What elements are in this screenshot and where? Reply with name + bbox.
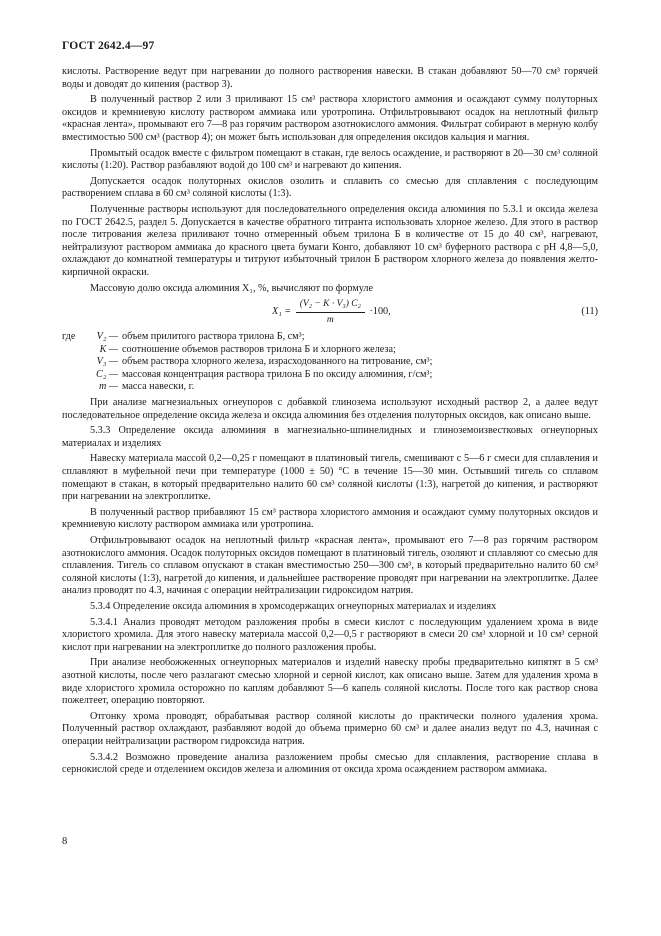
definition-text: объем прилитого раствора трилона Б, см³; [122, 331, 305, 343]
definition-symbol: C₂ — [96, 368, 118, 380]
definition-text: масса навески, г. [122, 381, 195, 393]
definition-text: массовая концентрация раствора трилона Б по оксиду алюминия, г/см³; [122, 368, 433, 380]
formula-denominator: m [326, 314, 334, 325]
formula-numerator: (V₂ − K · V₃) C₂ [296, 298, 365, 313]
variable-definitions [62, 331, 598, 394]
paragraph: кислоты. Растворение ведут при нагревании до полного растворения навески. В стакан добавляют 50—70 см³ горячей воды и доводят до кипения (раствор 3). [62, 66, 598, 90]
definition-row [62, 356, 598, 369]
paragraph: Допускается осадок полуторных окислов озолить и сплавить со смесью для сплавления с последующим растворением сплава в 60 см³ соляной кислоты (1:3). [62, 175, 598, 200]
definition-text: соотношение объемов растворов трилона Б и хлорного железа; [122, 343, 396, 355]
definition-row [62, 331, 598, 344]
formula-block [62, 298, 598, 328]
paragraph: 5.3.4.1 Анализ проводят методом разложения пробы в смеси кислот с последующим удалением хрома в виде хлористого хромила. Для этого навеску материала массой 0,2—0,5 г растворяют в смеси 20 см³ хлорной и 10 см³ серной кислот при нагревании на электроплитке до полного разложения пробы. [62, 616, 598, 653]
definition-symbol: K — [99, 343, 118, 355]
paragraph: В полученный раствор 2 или 3 приливают 15 см³ раствора хлористого аммония и осаждают сумму полуторных оксидов и кремниевую кислоту раствором аммиака или уротропина. Отфильтровывают осадок на неплотный фильтр «красная лента», промывают его 7—8 раз горячим раствором азотнокислого аммония. Фильтрат собирают в мерную колбу вместимостью 500 см³ (раствор 4); он может быть использован для определения оксидов кальция и магния. [62, 94, 598, 143]
definition-row [62, 344, 598, 357]
paragraph: В полученный раствор прибавляют 15 см³ раствора хлористого аммония и осаждают сумму полуторных оксидов и кремниевую кислоту раствором аммиака или уротропина. [62, 506, 598, 531]
page-number: 8 [62, 836, 68, 847]
paragraph: При анализе магнезиальных огнеупоров с добавкой глинозема используют исходный раствор 2, а далее ведут последовательное определение оксида железа и оксида алюминия без отделения полуторных оксидов, как описано выше. [62, 397, 598, 421]
definition-symbol: m — [99, 381, 118, 393]
definition-row [62, 381, 598, 394]
formula-fraction [296, 298, 365, 326]
definition-row [62, 369, 598, 382]
paragraph: Отфильтровывают осадок на неплотный фильтр «красная лента», промывают его 7—8 раз горячим раствором азотнокислого аммония. Осадок полуторных оксидов помещают в платиновый тигель, озоляют и сплавляют со смесью для сплавления. Тигель со сплавом опускают в стакан вместимостью 250—300 см³, в который предварительно налито 60 см³ соляной кислоты (1:3), нагретой до кипения, и дальнейшее растворение проводят при нагревании на электроплитке. Далее анализ проводят по 4.3, начиная с операции нейтрализации гидроксидом натрия. [62, 535, 598, 597]
formula [272, 298, 391, 326]
section-heading: 5.3.3 Определение оксида алюминия в магнезиально-шпинелидных и глиноземоизвестковых огнеупорных материалах и изделиях [62, 425, 598, 449]
paragraph: Полученные растворы используют для последовательного определения оксида алюминия по 5.3.1 и оксида железа по ГОСТ 2642.5, раздел 5. Допускается в качестве обратного титранта использовать хлорное железо. Для этого в раствор после титрования железа приливают точно отмеренный объем трилона Б в количестве от 15 до 40 см³, нагревают, нейтрализуют раствором аммиака до красного цвета бумаги Конго, добавляют 10 см³ буферного раствора с pH 4,8—5,0, охлаждают до комнатной температуры и титруют избыточный трилон Б раствором хлорного железа до появления желто-кирпичной окраски. [62, 203, 598, 278]
equation-number: (11) [581, 306, 598, 318]
paragraph: Промытый осадок вместе с фильтром помещают в стакан, где велось осаждение, и растворяют в 20—30 см³ соляной кислоты (1:20). Раствор разбавляют водой до 100 см³ и нагревают до кипения. [62, 147, 598, 172]
standard-title: ГОСТ 2642.4—97 [62, 40, 155, 52]
definition-symbol: V₂ — [96, 331, 118, 343]
paragraph: Отгонку хрома проводят, обрабатывая раствор соляной кислоты до практически полного удаления хрома. Полученный раствор охлаждают, разбавляют водой до объема примерно 60 см³ и далее анализ ведут по 4.3, начиная с операции нейтрализации раствором гидроксида натрия. [62, 710, 598, 747]
section-heading: 5.3.4 Определение оксида алюминия в хромсодержащих огнеупорных материалах и изделиях [90, 600, 497, 612]
where-intro: где [62, 331, 76, 343]
paragraph: 5.3.4.2 Возможно проведение анализа разложением пробы смесью для сплавления, растворение сплава в сернокислой среде и отделением оксидов железа и алюминия от оксида хрома осаждением раствором аммиака. [62, 751, 598, 776]
paragraph: Массовую долю оксида алюминия X₁, %, вычисляют по формуле [90, 282, 374, 294]
formula-lhs: X₁ = [272, 305, 292, 317]
definition-symbol: V₃ — [96, 356, 118, 368]
paragraph: Навеску материала массой 0,2—0,25 г помещают в платиновый тигель, смешивают с 5—6 г смеси для сплавления и сплавляют в муфельной печи при температуре (1000 ± 50) °С в течение 15—30 мин. Остывший тигель со сплавом помещают в стакан, в который предварительно налито 60 см³ соляной кислоты (1:3), нагретой до кипения, и растворяют при нагревании на электроплитке. [62, 453, 598, 503]
document-body [62, 66, 598, 780]
paragraph: При анализе необожженных огнеупорных материалов и изделий навеску пробы предварительно кипятят в 5 см³ азотной кислоты, после чего разлагают смесью хлорной и серной кислот, как описано выше. Затем для удаления хрома в виде хлористого хромила осторожно по каплям добавляют 5—6 капель соляной кислоты. После того как раствор снова пожелтеет, операцию повторяют. [62, 657, 598, 707]
definition-text: объем раствора хлорного железа, израсходованного на титрование, см³; [122, 356, 433, 368]
formula-rhs: ·100, [369, 305, 391, 317]
